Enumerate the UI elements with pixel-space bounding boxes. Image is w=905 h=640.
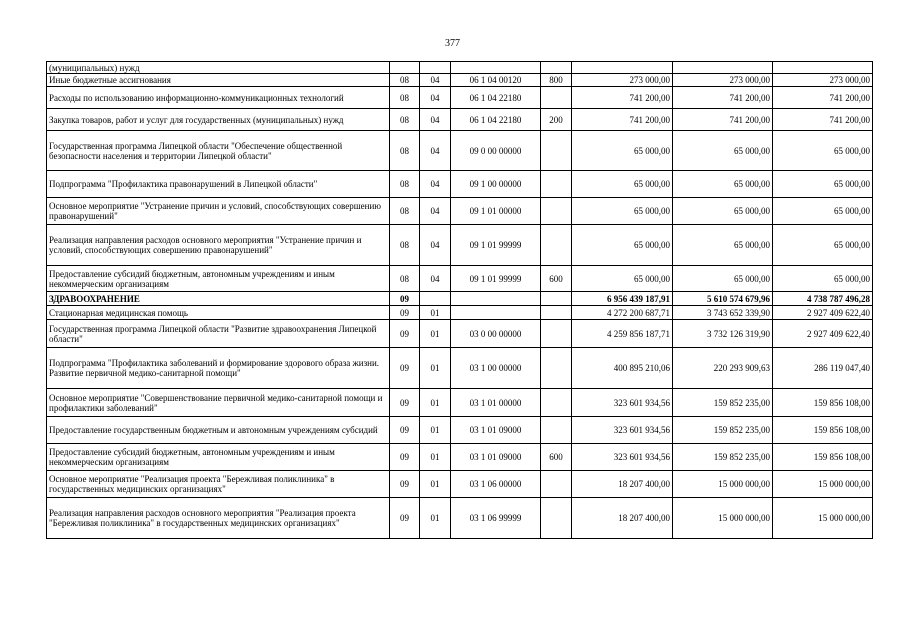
cell-target-article — [451, 62, 541, 74]
cell-amount-3: 2 927 409 622,40 — [773, 320, 873, 348]
table-row — [47, 131, 873, 171]
cell-subsection: 04 — [420, 225, 451, 266]
cell-section: 08 — [390, 109, 420, 131]
table-row — [47, 306, 873, 320]
cell-expense-type — [541, 198, 572, 225]
cell-amount-3: 2 927 409 622,40 — [773, 306, 873, 320]
cell-amount-2: 220 293 909,63 — [673, 348, 773, 389]
cell-amount-2: 65 000,00 — [673, 266, 773, 292]
cell-subsection: 01 — [420, 444, 451, 471]
cell-name: Подпрограмма "Профилактика заболеваний и формирование здорового образа жизни. Развитие первичной медико-санитарной помощи" — [47, 348, 390, 389]
cell-amount-1: 323 601 934,56 — [572, 389, 673, 417]
table-row — [47, 171, 873, 198]
cell-subsection: 04 — [420, 74, 451, 87]
table-row — [47, 348, 873, 389]
cell-target-article: 09 1 01 99999 — [451, 266, 541, 292]
cell-amount-2: 273 000,00 — [673, 74, 773, 87]
table-row — [47, 225, 873, 266]
cell-amount-3: 65 000,00 — [773, 171, 873, 198]
cell-expense-type: 200 — [541, 109, 572, 131]
budget-table — [46, 61, 873, 539]
cell-expense-type — [541, 225, 572, 266]
table-row — [47, 74, 873, 87]
cell-subsection — [420, 62, 451, 74]
cell-amount-3: 65 000,00 — [773, 131, 873, 171]
cell-expense-type — [541, 87, 572, 109]
cell-amount-2: 741 200,00 — [673, 87, 773, 109]
cell-target-article: 03 1 00 00000 — [451, 348, 541, 389]
cell-name: Основное мероприятие "Совершенствование первичной медико-санитарной помощи и профилактики заболеваний" — [47, 389, 390, 417]
cell-amount-3: 65 000,00 — [773, 266, 873, 292]
cell-target-article: 03 1 01 00000 — [451, 389, 541, 417]
table-row — [47, 417, 873, 444]
cell-amount-3: 65 000,00 — [773, 225, 873, 266]
table-row — [47, 62, 873, 74]
cell-amount-2: 159 852 235,00 — [673, 417, 773, 444]
cell-subsection: 01 — [420, 471, 451, 498]
cell-target-article: 03 0 00 00000 — [451, 320, 541, 348]
cell-expense-type — [541, 417, 572, 444]
page-number: 377 — [445, 38, 460, 49]
cell-amount-1: 400 895 210,06 — [572, 348, 673, 389]
cell-amount-1: 273 000,00 — [572, 74, 673, 87]
cell-section: 08 — [390, 74, 420, 87]
cell-amount-2: 5 610 574 679,96 — [673, 292, 773, 306]
cell-amount-1: 65 000,00 — [572, 266, 673, 292]
table-row — [47, 292, 873, 306]
budget-table-body — [47, 62, 873, 539]
table-row — [47, 266, 873, 292]
cell-amount-3: 15 000 000,00 — [773, 498, 873, 539]
cell-subsection: 01 — [420, 306, 451, 320]
table-row — [47, 444, 873, 471]
cell-amount-3: 741 200,00 — [773, 87, 873, 109]
cell-section: 09 — [390, 471, 420, 498]
cell-subsection: 04 — [420, 266, 451, 292]
table-row — [47, 389, 873, 417]
cell-amount-2: 3 743 652 339,90 — [673, 306, 773, 320]
cell-section: 09 — [390, 320, 420, 348]
cell-section: 09 — [390, 498, 420, 539]
cell-amount-3 — [773, 62, 873, 74]
cell-target-article: 03 1 01 09000 — [451, 444, 541, 471]
cell-expense-type — [541, 389, 572, 417]
cell-name: Основное мероприятие "Устранение причин и условий, способствующих совершению правонарушений" — [47, 198, 390, 225]
cell-amount-1: 4 272 200 687,71 — [572, 306, 673, 320]
cell-amount-1 — [572, 62, 673, 74]
cell-section — [390, 62, 420, 74]
cell-expense-type — [541, 62, 572, 74]
cell-subsection: 04 — [420, 171, 451, 198]
cell-subsection: 04 — [420, 131, 451, 171]
cell-amount-2: 15 000 000,00 — [673, 471, 773, 498]
table-row — [47, 198, 873, 225]
cell-target-article: 09 1 01 99999 — [451, 225, 541, 266]
table-row — [47, 498, 873, 539]
cell-amount-2: 159 852 235,00 — [673, 444, 773, 471]
cell-subsection: 01 — [420, 348, 451, 389]
cell-subsection: 04 — [420, 198, 451, 225]
cell-subsection — [420, 292, 451, 306]
cell-target-article: 03 1 06 00000 — [451, 471, 541, 498]
cell-section: 09 — [390, 417, 420, 444]
cell-amount-1: 323 601 934,56 — [572, 444, 673, 471]
cell-subsection: 04 — [420, 87, 451, 109]
cell-name: (муниципальных) нужд — [47, 62, 390, 74]
cell-amount-3: 159 856 108,00 — [773, 444, 873, 471]
cell-amount-3: 159 856 108,00 — [773, 417, 873, 444]
cell-amount-1: 323 601 934,56 — [572, 417, 673, 444]
cell-amount-3: 741 200,00 — [773, 109, 873, 131]
cell-subsection: 01 — [420, 320, 451, 348]
cell-amount-1: 65 000,00 — [572, 131, 673, 171]
cell-target-article: 06 1 04 00120 — [451, 74, 541, 87]
cell-amount-2: 741 200,00 — [673, 109, 773, 131]
cell-amount-1: 4 259 856 187,71 — [572, 320, 673, 348]
cell-amount-3: 4 738 787 496,28 — [773, 292, 873, 306]
cell-amount-1: 741 200,00 — [572, 87, 673, 109]
cell-name: Предоставление субсидий бюджетным, автономным учреждениям и иным некоммерческим организациям — [47, 266, 390, 292]
cell-amount-2: 3 732 126 319,90 — [673, 320, 773, 348]
cell-amount-1: 18 207 400,00 — [572, 471, 673, 498]
cell-expense-type — [541, 171, 572, 198]
cell-amount-2: 65 000,00 — [673, 198, 773, 225]
cell-expense-type — [541, 292, 572, 306]
cell-section: 08 — [390, 225, 420, 266]
cell-name: Подпрограмма "Профилактика правонарушений в Липецкой области" — [47, 171, 390, 198]
cell-subsection: 04 — [420, 109, 451, 131]
cell-target-article — [451, 306, 541, 320]
cell-amount-3: 273 000,00 — [773, 74, 873, 87]
cell-name: Государственная программа Липецкой области "Обеспечение общественной безопасности населения и территории Липецкой области" — [47, 131, 390, 171]
cell-target-article: 03 1 01 09000 — [451, 417, 541, 444]
cell-name: Государственная программа Липецкой области "Развитие здравоохранения Липецкой области" — [47, 320, 390, 348]
cell-section: 08 — [390, 198, 420, 225]
table-row — [47, 471, 873, 498]
cell-name: Стационарная медицинская помощь — [47, 306, 390, 320]
cell-section: 09 — [390, 306, 420, 320]
cell-target-article: 06 1 04 22180 — [451, 87, 541, 109]
cell-amount-2: 65 000,00 — [673, 225, 773, 266]
cell-name: Закупка товаров, работ и услуг для государственных (муниципальных) нужд — [47, 109, 390, 131]
cell-name: Предоставление субсидий бюджетным, автономным учреждениям и иным некоммерческим организациям — [47, 444, 390, 471]
cell-name: Иные бюджетные ассигнования — [47, 74, 390, 87]
cell-section: 09 — [390, 292, 420, 306]
cell-subsection: 01 — [420, 417, 451, 444]
cell-section: 08 — [390, 266, 420, 292]
cell-name: ЗДРАВООХРАНЕНИЕ — [47, 292, 390, 306]
cell-subsection: 01 — [420, 389, 451, 417]
cell-target-article — [451, 292, 541, 306]
table-row — [47, 109, 873, 131]
cell-target-article: 09 0 00 00000 — [451, 131, 541, 171]
cell-amount-1: 65 000,00 — [572, 198, 673, 225]
cell-expense-type: 600 — [541, 266, 572, 292]
cell-amount-2 — [673, 62, 773, 74]
cell-amount-3: 159 856 108,00 — [773, 389, 873, 417]
cell-amount-1: 65 000,00 — [572, 171, 673, 198]
cell-amount-3: 286 119 047,40 — [773, 348, 873, 389]
cell-expense-type — [541, 471, 572, 498]
cell-expense-type — [541, 306, 572, 320]
cell-amount-1: 6 956 439 187,91 — [572, 292, 673, 306]
cell-subsection: 01 — [420, 498, 451, 539]
cell-name: Основное мероприятие "Реализация проекта "Бережливая поликлиника" в государственных медицинских организациях" — [47, 471, 390, 498]
cell-amount-2: 159 852 235,00 — [673, 389, 773, 417]
cell-amount-1: 18 207 400,00 — [572, 498, 673, 539]
cell-section: 08 — [390, 87, 420, 109]
cell-amount-2: 65 000,00 — [673, 131, 773, 171]
cell-section: 09 — [390, 348, 420, 389]
cell-amount-1: 741 200,00 — [572, 109, 673, 131]
cell-amount-3: 65 000,00 — [773, 198, 873, 225]
cell-amount-2: 15 000 000,00 — [673, 498, 773, 539]
cell-expense-type: 800 — [541, 74, 572, 87]
cell-expense-type: 600 — [541, 444, 572, 471]
cell-expense-type — [541, 320, 572, 348]
cell-expense-type — [541, 131, 572, 171]
cell-target-article: 09 1 00 00000 — [451, 171, 541, 198]
cell-name: Реализация направления расходов основного мероприятия "Устранение причин и условий, способствующих совершению правонарушений" — [47, 225, 390, 266]
cell-section: 08 — [390, 131, 420, 171]
cell-expense-type — [541, 348, 572, 389]
cell-amount-1: 65 000,00 — [572, 225, 673, 266]
cell-section: 09 — [390, 444, 420, 471]
cell-target-article: 06 1 04 22180 — [451, 109, 541, 131]
cell-amount-2: 65 000,00 — [673, 171, 773, 198]
cell-name: Предоставление государственным бюджетным и автономным учреждениям субсидий — [47, 417, 390, 444]
cell-amount-3: 15 000 000,00 — [773, 471, 873, 498]
cell-expense-type — [541, 498, 572, 539]
cell-section: 09 — [390, 389, 420, 417]
cell-target-article: 03 1 06 99999 — [451, 498, 541, 539]
table-row — [47, 320, 873, 348]
table-row — [47, 87, 873, 109]
cell-name: Расходы по использованию информационно-коммуникационных технологий — [47, 87, 390, 109]
cell-target-article: 09 1 01 00000 — [451, 198, 541, 225]
cell-section: 08 — [390, 171, 420, 198]
cell-name: Реализация направления расходов основного мероприятия "Реализация проекта "Бережливая поликлиника" в государственных медицинских организациях" — [47, 498, 390, 539]
